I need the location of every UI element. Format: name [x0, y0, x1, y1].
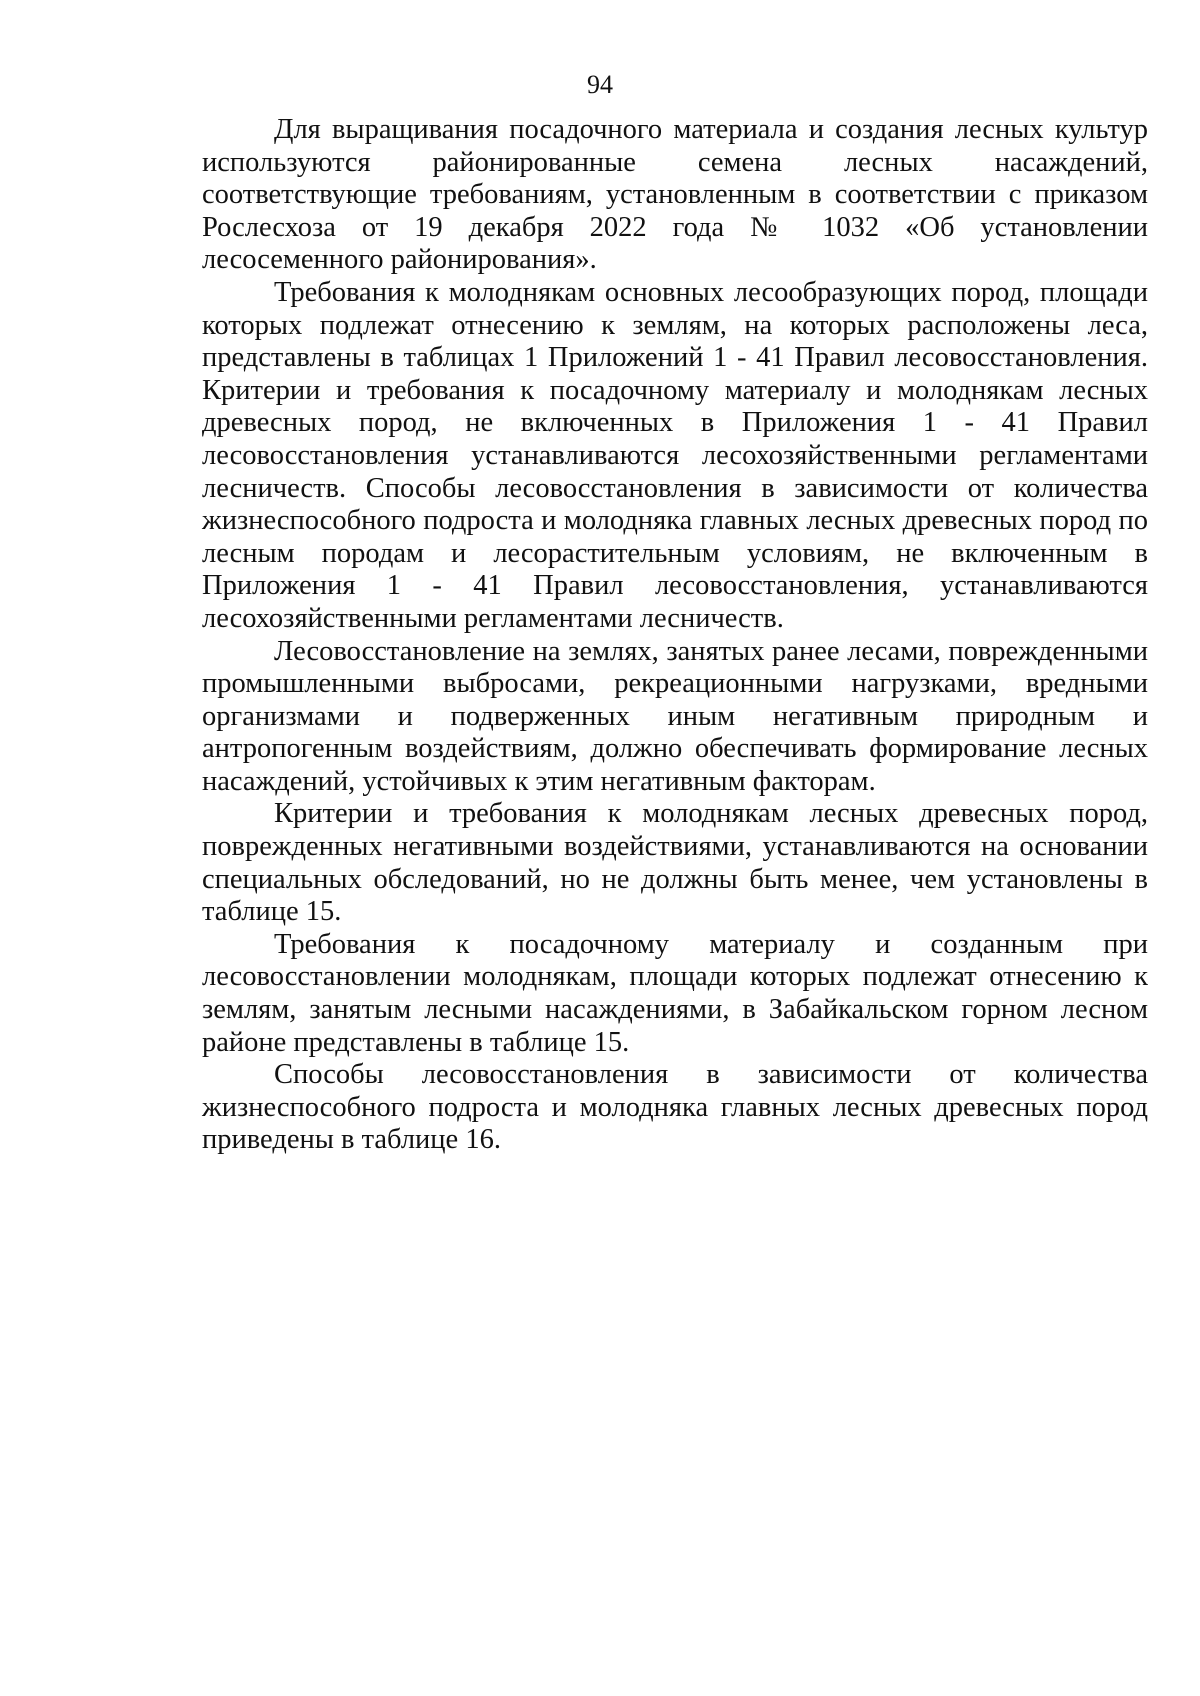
paragraph-damaged-stands-criteria: Критерии и требования к молоднякам лесных древесных пород, поврежденных негативными воздействиями, устанавливаются на основании специальных обследований, но не должны быть менее, чем установлены в таблице 15. — [202, 798, 1148, 928]
paragraph-restoration-methods: Способы лесовосстановления в зависимости от количества жизнеспособного подроста и молодняка главных лесных древесных пород приведены в таблице 16. — [202, 1059, 1148, 1156]
paragraph-zabaikalsky-requirements: Требования к посадочному материалу и созданным при лесовосстановлении молоднякам, площади которых подлежат отнесению к землям, занятым лесными насаждениями, в Забайкальском горном лесном районе представлены в таблице 15. — [202, 928, 1148, 1058]
paragraph-damaged-lands-restoration: Лесовосстановление на землях, занятых ранее лесами, поврежденными промышленными выбросами, рекреационными нагрузками, вредными организмами и подверженных иным негативным природным и антропогенным воздействиям, должно обеспечивать формирование лесных насаждений, устойчивых к этим негативным факторам. — [202, 635, 1148, 797]
page-number: 94 — [587, 70, 613, 99]
paragraph-young-stand-requirements: Требования к молоднякам основных лесообразующих пород, площади которых подлежат отнесению к землям, на которых расположены леса, представлены в таблицах 1 Приложений 1 - 41 Правил лесовосстановления. Критерии и требования к посадочному материалу и молоднякам лесных древесных пород, не включенных в Приложения 1 - 41 Правил лесовосстановления устанавливаются лесохозяйственными регламентами лесничеств. Способы лесовосстановления в зависимости от количества жизнеспособного подроста и молодняка главных лесных древесных пород по лесным породам и лесорастительным условиям, не включенным в Приложения 1 - 41 Правил лесовосстановления, устанавливаются лесохозяйственными регламентами лесничеств. — [202, 276, 1148, 634]
paragraph-seed-material: Для выращивания посадочного материала и создания лесных культур используются районированные семена лесных насаждений, соответствующие требованиям, установленным в соответствии с приказом Рослесхоза от 19 декабря 2022 года № 1032 «Об установлении лесосеменного районирования». — [202, 114, 1148, 276]
document-body — [202, 114, 1148, 1157]
